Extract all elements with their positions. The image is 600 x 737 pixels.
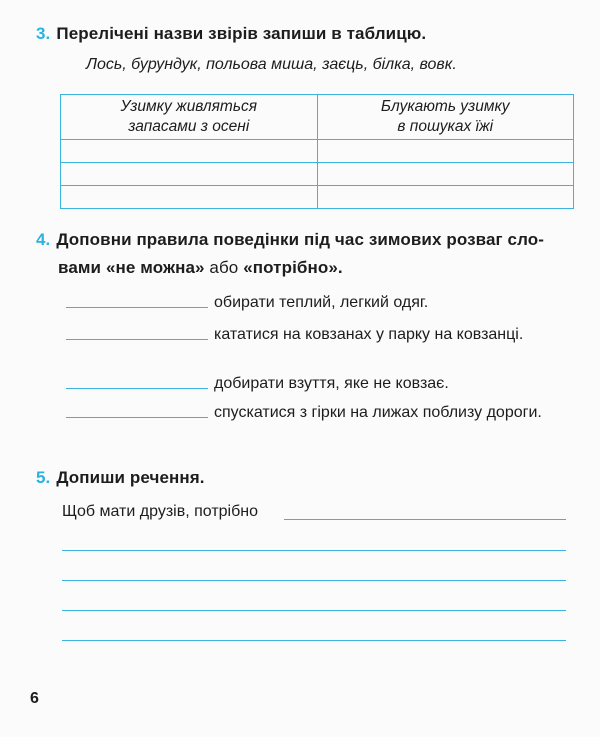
task-4-end: . (337, 258, 343, 277)
answer-line[interactable] (62, 610, 566, 611)
task-4-line-2-start: вами (58, 258, 106, 277)
page-number: 6 (30, 690, 39, 707)
table-cell-input[interactable] (61, 140, 318, 163)
word-potribno: «потрібно» (243, 258, 338, 277)
task-5-title (36, 468, 205, 488)
rule-text: спускатися з гірки на лижах поблизу дороги. (214, 404, 542, 421)
rule-text: добирати взуття, яке не ковзає. (214, 375, 449, 392)
header-1-line-1: Узимку живляться (120, 98, 258, 115)
word-ne-mozhna: «не можна» (105, 258, 205, 277)
task-3-title (36, 24, 426, 44)
answer-line[interactable] (62, 580, 566, 581)
sentence-start: Щоб мати друзів, потрібно (62, 503, 258, 520)
task-3-text: Перелічені назви звірів запиши в таблицю. (56, 24, 427, 43)
answer-line[interactable] (284, 519, 566, 520)
table-row (61, 163, 574, 186)
task-5-number: 5. (36, 468, 51, 487)
table-cell-input[interactable] (317, 186, 574, 209)
task-5-text: Допиши речення. (56, 468, 205, 487)
answer-line[interactable] (62, 550, 566, 551)
rule-blank[interactable] (66, 388, 208, 389)
header-2-line-1: Блукають узимку (380, 98, 510, 115)
task-4-line-2 (36, 254, 576, 282)
task-4-title (36, 226, 576, 282)
table-cell-input[interactable] (317, 140, 574, 163)
animal-words: Лось, бурундук, польова миша, заєць, білка, вовк. (86, 56, 457, 73)
header-1-line-2: запасами з осені (128, 118, 250, 135)
animals-table (60, 94, 574, 209)
header-wander-for-food (317, 95, 574, 140)
task-4-line-1: Доповни правила поведінки під час зимових розваг сло- (56, 230, 544, 249)
task-4-number: 4. (36, 230, 51, 249)
table-cell-input[interactable] (317, 163, 574, 186)
table-row (61, 186, 574, 209)
table-cell-input[interactable] (61, 186, 318, 209)
task-4-or: або (204, 258, 244, 277)
rule-blank[interactable] (66, 339, 208, 340)
task-3-number: 3. (36, 24, 51, 43)
table-cell-input[interactable] (61, 163, 318, 186)
rule-blank[interactable] (66, 307, 208, 308)
table-row (61, 140, 574, 163)
rule-text: кататися на ковзанах у парку на ковзанці. (214, 326, 524, 343)
answer-line[interactable] (62, 640, 566, 641)
table-header-row (61, 95, 574, 140)
rule-text: обирати теплий, легкий одяг. (214, 294, 429, 311)
header-2-line-2: в пошуках їжі (397, 118, 494, 135)
rule-blank[interactable] (66, 417, 208, 418)
header-winter-stores (61, 95, 318, 140)
